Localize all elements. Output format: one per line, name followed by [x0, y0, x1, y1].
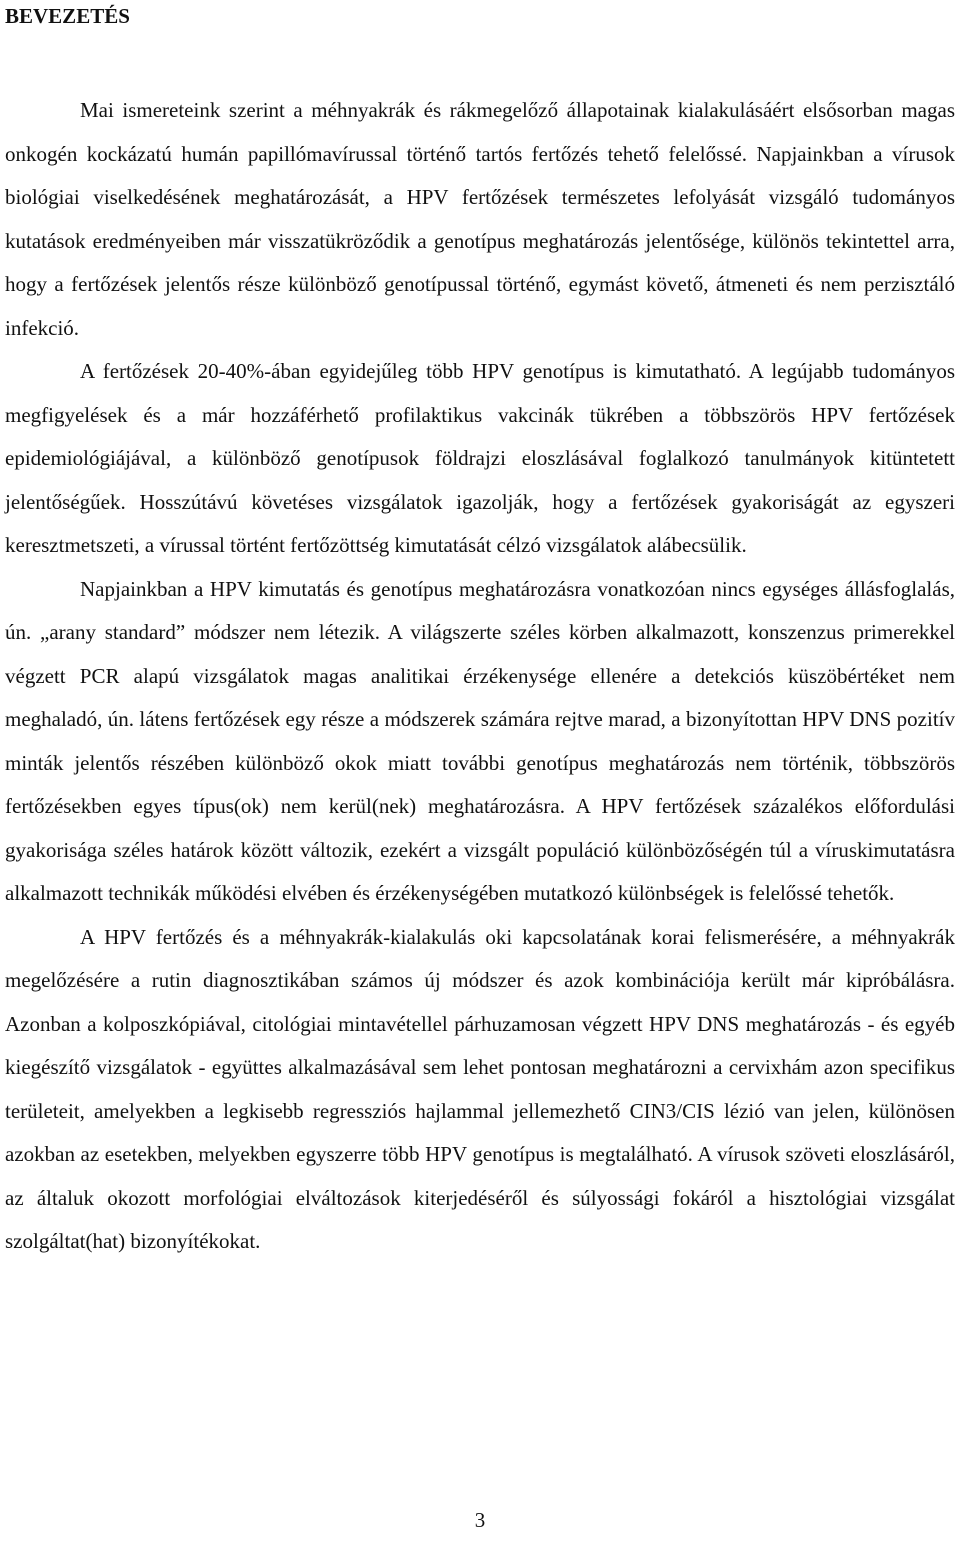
body-text	[5, 89, 955, 1264]
paragraph-3: Napjainkban a HPV kimutatás és genotípus meghatározásra vonatkozóan nincs egységes állásfoglalás, ún. „arany standard” módszer nem létezik. A világszerte széles körben alkalmazott, konszenzus primerekkel végzett PCR alapú vizsgálatok magas analitikai érzékenysége ellenére a detekciós küszöbértéket nem meghaladó, ún. látens fertőzések egy része a módszerek számára rejtve marad, a bizonyítottan HPV DNS pozitív minták jelentős részében különböző okok miatt további genotípus meghatározás nem történik, többszörös fertőzésekben egyes típus(ok) nem kerül(nek) meghatározásra. A HPV fertőzések százalékos előfordulási gyakorisága széles határok között változik, ezekért a vizsgált populáció különbözőségén túl a víruskimutatásra alkalmazott technikák működési elvében és érzékenységében mutatkozó különbségek is felelőssé tehetők.	[5, 576, 955, 905]
document-page	[5, 0, 955, 1264]
paragraph-4: A HPV fertőzés és a méhnyakrák-kialakulás oki kapcsolatának korai felismerésére, a méhnyakrák megelőzésére a rutin diagnosztikában számos új módszer és azok kombinációja került már kipróbálásra. Azonban a kolposzkópiával, citológiai mintavétellel párhuzamosan végzett HPV DNS meghatározás - és egyéb kiegészítő vizsgálatok - együttes alkalmazásával sem lehet pontosan meghatározni a cervixhám azon specifikus területeit, amelyekben a legkisebb regressziós hajlammal jellemezhető CIN3/CIS lézió van jelen, különösen azokban az esetekben, melyekben egyszerre több HPV genotípus is megtalálható. A vírusok szöveti eloszlásáról, az általuk okozott morfológiai elváltozások kiterjedéséről és súlyossági fokáról a hisztológiai vizsgálat szolgáltat(hat) bizonyítékokat.	[5, 924, 955, 1253]
page-number: 3	[474, 1508, 486, 1532]
paragraph-1: Mai ismereteink szerint a méhnyakrák és rákmegelőző állapotainak kialakulásáért elsősorban magas onkogén kockázatú humán papillómavírussal történő tartós fertőzés tehető felelőssé. Napjainkban a vírusok biológiai viselkedésének meghatározását, a HPV fertőzések természetes lefolyását vizsgáló tudományos kutatások eredményeiben már visszatükröződik a genotípus meghatározás jelentősége, különös tekintettel arra, hogy a fertőzések jelentős része különböző genotípussal történő, egymást követő, átmeneti és nem perzisztáló infekció.	[5, 98, 955, 340]
paragraph-2: A fertőzések 20-40%-ában egyidejűleg több HPV genotípus is kimutatható. A legújabb tudományos megfigyelések és a már hozzáférhető profilaktikus vakcinák tükrében a többszörös HPV fertőzések epidemiológiájával, a különböző genotípusok földrajzi eloszlásával foglalkozó tanulmányok kitüntetett jelentőségűek. Hosszútávú követéses vizsgálatok igazolják, hogy a fertőzések gyakoriságát az egyszeri keresztmetszeti, a vírussal történt fertőzöttség kimutatását célzó vizsgálatok alábecsülik.	[5, 359, 955, 557]
section-heading: BEVEZETÉS	[5, 4, 130, 28]
